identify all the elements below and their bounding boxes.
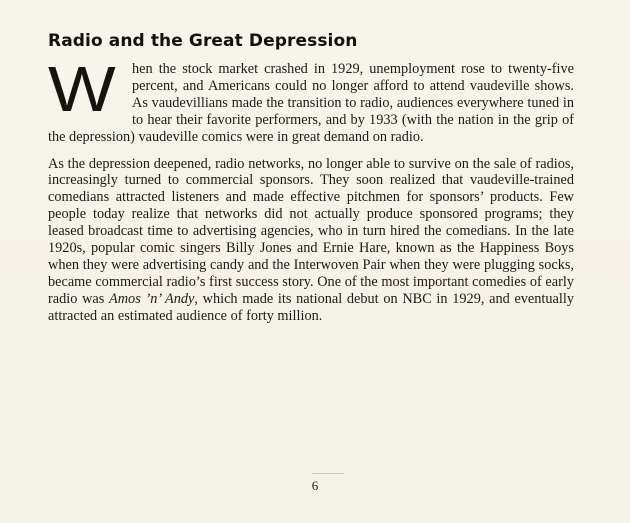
show-title: Amos ’n’ Andy [109, 290, 195, 307]
paragraph-1-text: hen the stock market crashed in 1929, unemployment rose to twenty-five percent, and Americans could no longer afford to attend vaudeville shows. As vaudevillians made the transition to radio, audiences everywhere tuned in to hear their favorite performers, and by 1933 (with the nation in the grip of the depression) vaudeville comics were in great demand on radio. [48, 61, 574, 145]
page-number: 6 [311, 478, 319, 493]
drop-cap: W [48, 53, 116, 125]
paragraph-2-text-after: , which made its national debut on NBC in 1929, and eventually attracted an estimated audience of forty million. [48, 290, 574, 324]
section-heading: Radio and the Great Depression [48, 31, 358, 51]
paragraph-2-text-before: As the depression deepened, radio networks, no longer able to survive on the sale of radios, increasingly turned to commercial sponsors. They soon realized that vaudeville-trained comedians attracted listeners and made effective pitchmen for sponsors’ products. Few people today realize that networks did not actually produce sponsored programs; they leased broadcast time to advertising agencies, who in turn hired the comedians. In the late 1920s, popular comic singers Billy Jones and Ernie Hare, known as the Happiness Boys when they were advertising candy and the Interwoven Pair when they were plugging socks, became commercial radio’s first success story. One of the most important comedies of early radio was [48, 155, 574, 307]
paragraph-2 [48, 156, 574, 325]
body-text [48, 53, 574, 325]
footer-rule [312, 473, 344, 474]
paragraph-1 [48, 53, 574, 146]
